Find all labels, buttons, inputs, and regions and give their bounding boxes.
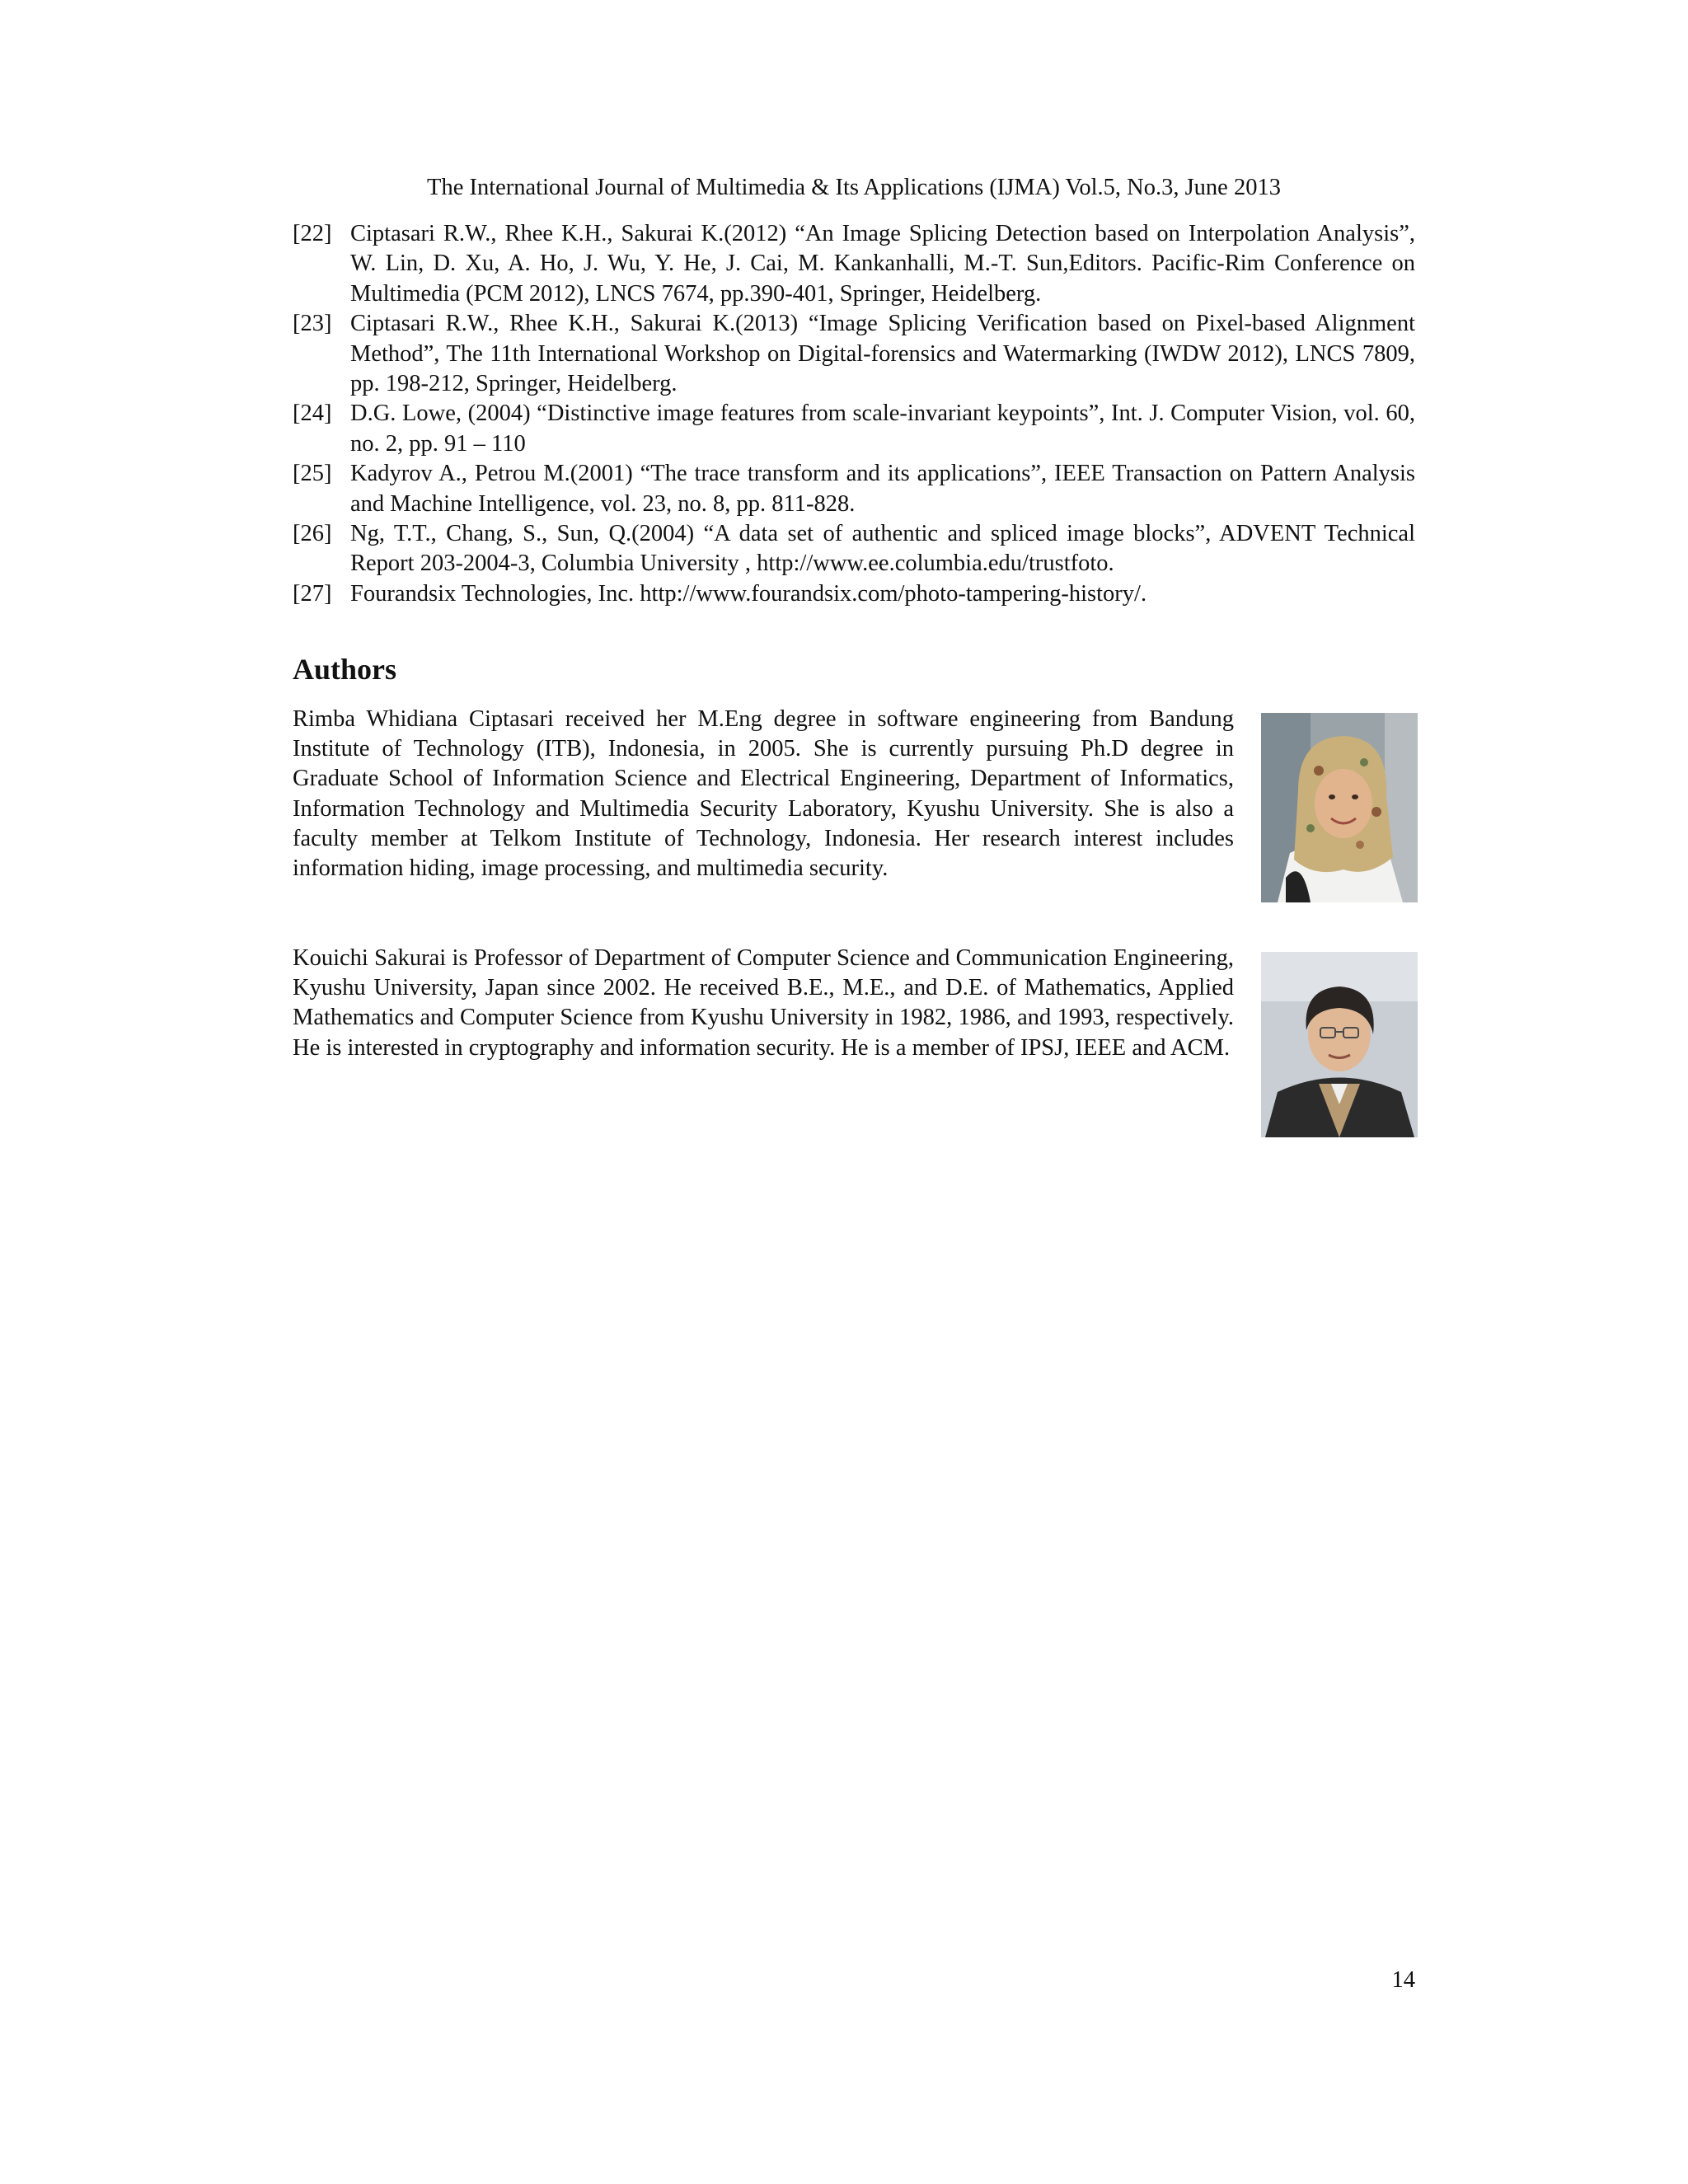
reference-item xyxy=(293,219,1415,309)
portrait-image xyxy=(1261,952,1418,1137)
reference-list xyxy=(293,219,1415,609)
reference-item xyxy=(293,579,1415,609)
author-photo-sakurai xyxy=(1261,952,1418,1137)
reference-number: [25] xyxy=(293,461,332,487)
reference-number: [23] xyxy=(293,311,332,337)
reference-number: [22] xyxy=(293,221,332,246)
reference-item xyxy=(293,459,1415,519)
authors-heading: Authors xyxy=(293,653,397,686)
running-header: The International Journal of Multimedia & Its Applications (IJMA) Vol.5, No.3, June 2013 xyxy=(427,175,1281,200)
reference-number: [27] xyxy=(293,580,332,607)
reference-text: Ng, T.T., Chang, S., Sun, Q.(2004) “A data set of authentic and spliced image blocks”, ADVENT Technical Report 203-2004-3, Columbia University , http://www.ee.columbia.edu/trustfoto. xyxy=(350,521,1415,577)
author-bio-ciptasari: Rimba Whidiana Ciptasari received her M.Eng degree in software engineering from Bandung Institute of Technology (ITB), Indonesia, in 2005. She is currently pursuing Ph.D degree in Graduate School of Information Science and Electrical Engineering, Department of Informatics, Information Technology and Multimedia Security Laboratory, Kyushu University. She is also a faculty member at Telkom Institute of Technology, Indonesia. Her research interest includes information hiding, image processing, and multimedia security. xyxy=(293,706,1234,882)
reference-text: D.G. Lowe, (2004) “Distinctive image features from scale-invariant keypoints”, Int. J. Computer Vision, vol. 60, no. 2, pp. 91 – 110 xyxy=(350,401,1415,457)
reference-text: Kadyrov A., Petrou M.(2001) “The trace transform and its applications”, IEEE Transaction on Pattern Analysis and Machine Intelligence, vol. 23, no. 8, pp. 811-828. xyxy=(350,461,1415,517)
reference-number: [24] xyxy=(293,401,332,427)
reference-item xyxy=(293,399,1415,459)
reference-number: [26] xyxy=(293,521,332,547)
author-photo-ciptasari xyxy=(1261,713,1418,902)
reference-item xyxy=(293,309,1415,399)
reference-text: Ciptasari R.W., Rhee K.H., Sakurai K.(2012) “An Image Splicing Detection based on Interpolation Analysis”, W. Lin, D. Xu, A. Ho, J. Wu, Y. He, J. Cai, M. Kankanhalli, M.-T. Sun,Editors. Pacific-Rim Conference on Multimedia (PCM 2012), LNCS 7674, pp.390-401, Springer, Heidelberg. xyxy=(350,221,1415,307)
reference-text: Fourandsix Technologies, Inc. http://www.fourandsix.com/photo-tampering-history/. xyxy=(350,580,1147,607)
page-number: 14 xyxy=(1391,1967,1415,1993)
reference-text: Ciptasari R.W., Rhee K.H., Sakurai K.(2013) “Image Splicing Verification based on Pixel-based Alignment Method”, The 11th International Workshop on Digital-forensics and Watermarking (IWDW 2012), LNCS 7809, pp. 198-212, Springer, Heidelberg. xyxy=(350,311,1415,397)
author-bio-sakurai: Kouichi Sakurai is Professor of Department of Computer Science and Communication Engineering, Kyushu University, Japan since 2002. He received B.E., M.E., and D.E. of Mathematics, Applied Mathematics and Computer Science from Kyushu University in 1982, 1986, and 1993, respectively. He is interested in cryptography and information security. He is a member of IPSJ, IEEE and ACM. xyxy=(293,945,1234,1061)
portrait-image xyxy=(1261,713,1418,902)
reference-item xyxy=(293,519,1415,579)
